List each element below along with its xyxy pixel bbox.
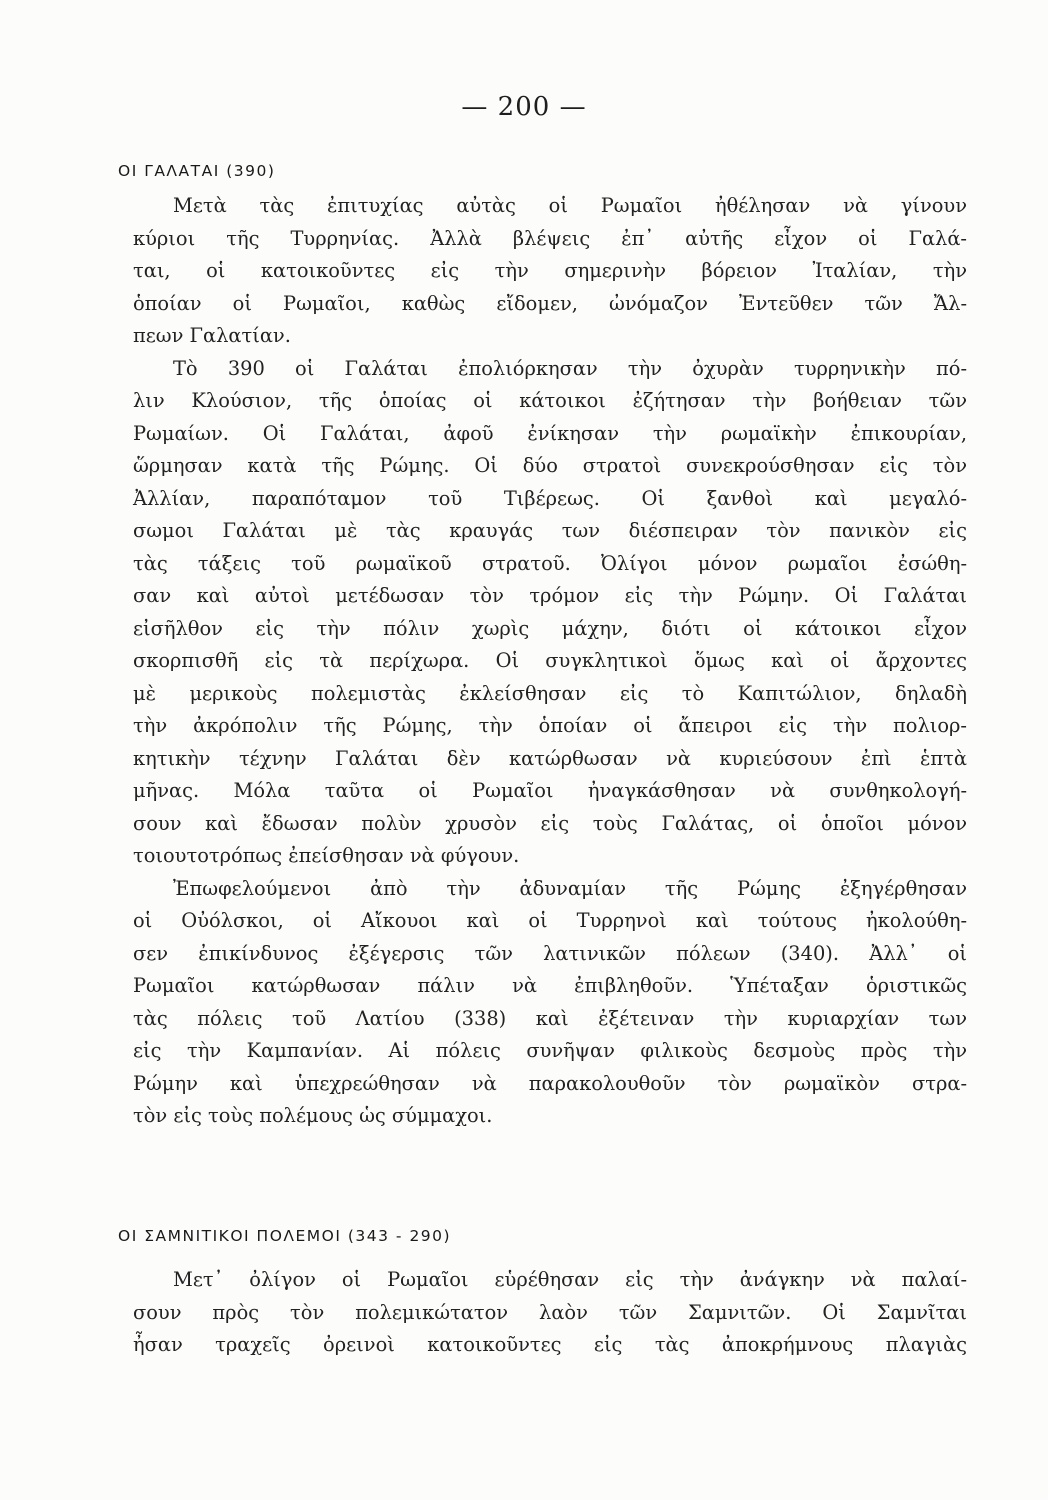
text-line: ὁποίαν οἱ Ρωμαῖοι, καθὼς εἴδομεν, ὠνόμαζον Ἐντεῦθεν τῶν Ἄλ- [133,291,967,315]
text-line: Ἐπωφελούμενοι ἀπὸ τὴν ἀδυναμίαν τῆς Ρώμης ἐξηγέρθησαν [173,876,967,900]
text-line: τὰς τάξεις τοῦ ρωμαϊκοῦ στρατοῦ. Ὀλίγοι μόνον ρωμαῖοι ἐσώθη- [133,551,967,575]
section-heading-samnitikoi: ΟΙ ΣΑΜΝΙΤΙΚΟΙ ΠΟΛΕΜΟΙ (343 - 290) [118,1227,452,1245]
text-line: Ἀλλίαν, παραπόταμον τοῦ Τιβέρεως. Οἱ ξανθοὶ καὶ μεγαλό- [133,486,967,510]
text-line: ὥρμησαν κατὰ τῆς Ρώμης. Οἱ δύο στρατοὶ συνεκρούσθησαν εἰς τὸν [133,454,967,477]
section-body-samnitikoi [133,1264,967,1362]
text-line: τὸν εἰς τοὺς πολέμους ὡς σύμμαχοι. [133,1104,493,1127]
text-line: σουν πρὸς τὸν πολεμικώτατον λαὸν τῶν Σαμνιτῶν. Οἱ Σαμνῖται [133,1300,967,1324]
text-line: εἰς τὴν Καμπανίαν. Αἱ πόλεις συνῆψαν φιλικοὺς δεσμοὺς πρὸς τὴν [133,1039,967,1062]
text-line: κύριοι τῆς Τυρρηνίας. Ἀλλὰ βλέψεις ἐπ᾿ αὐτῆς εἶχον οἱ Γαλά- [133,226,967,250]
text-line: ἦσαν τραχεῖς ὀρεινοὶ κατοικοῦντες εἰς τὰς ἀποκρήμνους πλαγιὰς [133,1333,967,1356]
text-line: μῆνας. Μόλα ταῦτα οἱ Ρωμαῖοι ἠναγκάσθησαν νὰ συνθηκολογή- [133,779,967,802]
section-heading-galatai: ΟΙ ΓΑΛΑΤΑΙ (390) [118,162,276,180]
text-line: οἱ Οὐόλσκοι, οἱ Αἴκουοι καὶ οἱ Τυρρηνοὶ καὶ τούτους ἠκολούθη- [133,909,967,932]
text-line: τοιουτοτρόπως ἐπείσθησαν νὰ φύγουν. [133,844,520,867]
text-line: σκορπισθῆ εἰς τὰ περίχωρα. Οἱ συγκλητικοὶ ὅμως καὶ οἱ ἄρχοντες [133,649,967,672]
text-line: πεων Γαλατίαν. [133,324,291,347]
text-line: σαν καὶ αὐτοὶ μετέδωσαν τὸν τρόμον εἰς τὴν Ρώμην. Οἱ Γαλάται [133,584,967,607]
page-number: — 200 — [461,92,587,122]
text-line: ται, οἱ κατοικοῦντες εἰς τὴν σημερινὴν βόρειον Ἰταλίαν, τὴν [133,259,967,282]
text-line: σωμοι Γαλάται μὲ τὰς κραυγάς των διέσπειραν τὸν πανικὸν εἰς [133,519,967,542]
text-line: τὴν ἀκρόπολιν τῆς Ρώμης, τὴν ὁποίαν οἱ ἄπειροι εἰς τὴν πολιορ- [133,714,967,737]
text-line: Μετ᾿ ὀλίγον οἱ Ρωμαῖοι εὑρέθησαν εἰς τὴν ἀνάγκην νὰ παλαί- [173,1268,967,1291]
text-line: κητικὴν τέχνην Γαλάται δὲν κατώρθωσαν νὰ κυριεύσουν ἐπὶ ἑπτὰ [133,746,967,770]
text-line: Τὸ 390 οἱ Γαλάται ἐπολιόρκησαν τὴν ὀχυρὰν τυρρηνικὴν πό- [173,356,967,380]
text-line: μὲ μερικοὺς πολεμιστὰς ἐκλείσθησαν εἰς τὸ Καπιτώλιον, δηλαδὴ [133,681,967,705]
text-line: σεν ἐπικίνδυνος ἐξέγερσις τῶν λατινικῶν πόλεων (340). Ἀλλ᾿ οἱ [133,941,967,965]
text-line: εἰσῆλθον εἰς τὴν πόλιν χωρὶς μάχην, διότι οἱ κάτοικοι εἶχον [133,616,967,640]
text-line: λιν Κλούσιον, τῆς ὁποίας οἱ κάτοικοι ἐζήτησαν τὴν βοήθειαν τῶν [133,389,967,412]
text-line: τὰς πόλεις τοῦ Λατίου (338) καὶ ἐξέτειναν τὴν κυριαρχίαν των [133,1006,967,1030]
text-line: Ρωμαίων. Οἱ Γαλάται, ἀφοῦ ἐνίκησαν τὴν ρωμαϊκὴν ἐπικουρίαν, [133,421,967,445]
text-line: Ρωμαῖοι κατώρθωσαν πάλιν νὰ ἐπιβληθοῦν. Ὑπέταξαν ὁριστικῶς [133,974,967,997]
text-line: σουν καὶ ἔδωσαν πολὺν χρυσὸν εἰς τοὺς Γαλάτας, οἱ ὁποῖοι μόνον [133,811,967,835]
section-body-galatai [133,190,967,1133]
text-line: Μετὰ τὰς ἐπιτυχίας αὐτὰς οἱ Ρωμαῖοι ἠθέλησαν νὰ γίνουν [173,194,967,217]
text-line: Ρώμην καὶ ὑπεχρεώθησαν νὰ παρακολουθοῦν τὸν ρωμαϊκὸν στρα- [133,1071,967,1095]
